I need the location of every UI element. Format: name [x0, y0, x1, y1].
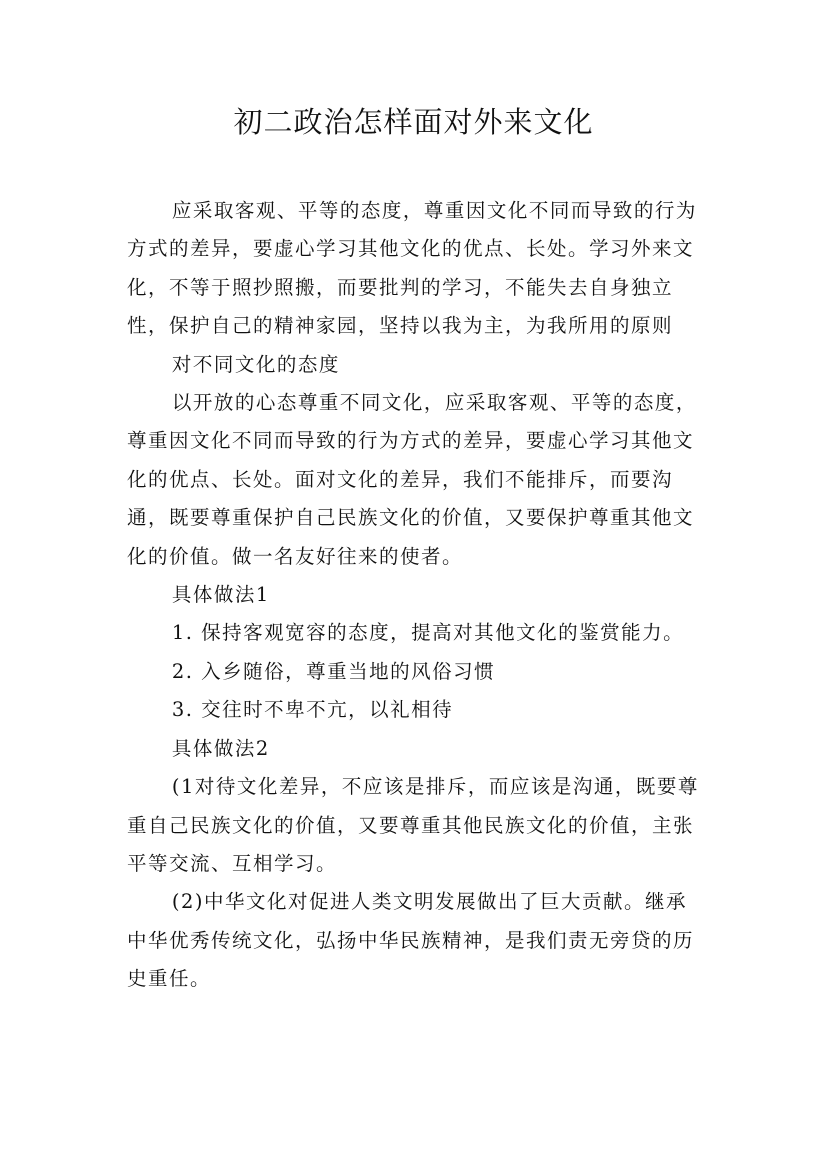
list-item-2: 2. 入乡随俗，尊重当地的风俗习惯	[171, 659, 496, 683]
heading-method-2: 具体做法2	[171, 736, 270, 760]
paragraph-attitude: 以开放的心态尊重不同文化，应采取客观、平等的态度，尊重因文化不同而导致的行为方式的差异，要虚心学习其他文化的优点、长处。面对文化的差异，我们不能排斥，而要沟通，既要尊重保护自己民族文化的价值，又要保护尊重其他文化的价值。做一名友好往来的使者。	[127, 391, 697, 568]
heading-attitude: 对不同文化的态度	[171, 352, 340, 376]
document-title: 初二政治怎样面对外来文化	[233, 105, 594, 139]
document-body	[127, 192, 707, 999]
paragraph-intro: 应采取客观、平等的态度，尊重因文化不同而导致的行为方式的差异，要虚心学习其他文化的优点、长处。学习外来文化，不等于照抄照搬，而要批判的学习，不能失去自身独立性，保护自己的精神家园，坚持以我为主，为我所用的原则	[127, 199, 697, 338]
list-item-1: 1. 保持客观宽容的态度，提高对其他文化的鉴赏能力。	[171, 621, 685, 645]
paragraph-method-2-point-2: (2)中华文化对促进人类文明发展做出了巨大贡献。继承中华优秀传统文化，弘扬中华民族精神，是我们责无旁贷的历史重任。	[127, 890, 695, 991]
list-item-3: 3. 交往时不卑不亢，以礼相待	[171, 698, 454, 722]
paragraph-method-2-point-1: (1对待文化差异，不应该是排斥，而应该是沟通，既要尊重自己民族文化的价值，又要尊重其他民族文化的价值，主张平等交流、互相学习。	[127, 775, 699, 875]
heading-method-1: 具体做法1	[171, 583, 270, 607]
